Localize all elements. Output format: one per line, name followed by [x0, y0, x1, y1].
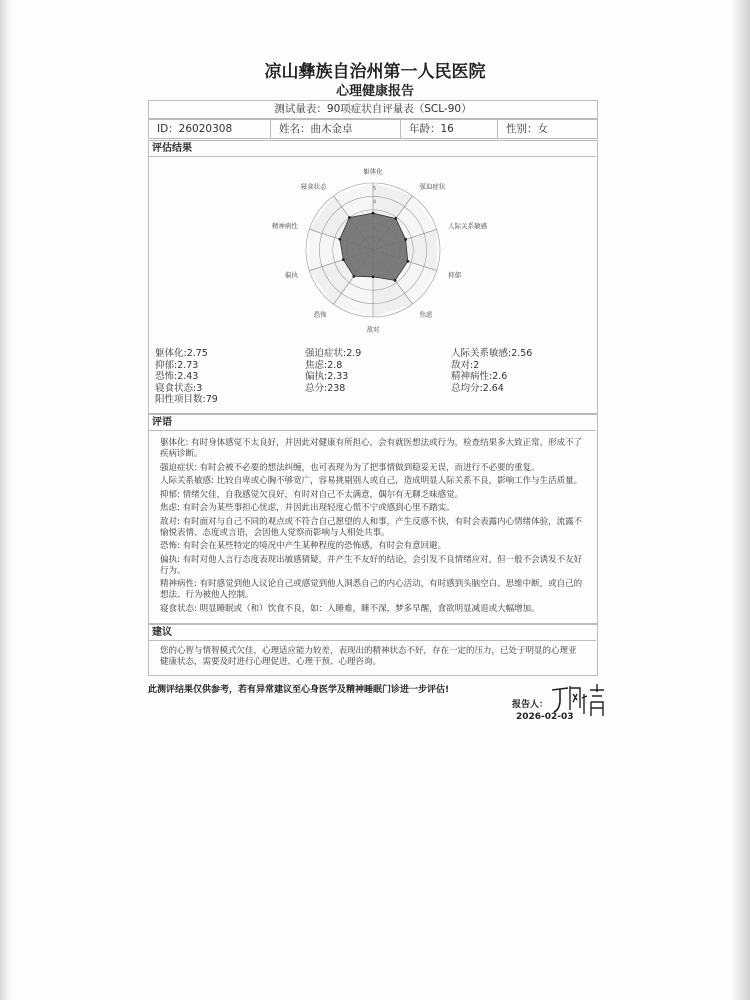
- score-item: 偏执:2.33: [305, 371, 349, 383]
- patient-name: 姓名：曲木金卓: [271, 120, 401, 138]
- radar-point: [352, 275, 355, 278]
- radar-axis-label: 强迫症状: [419, 182, 446, 191]
- assessment-heading: 评估结果: [148, 142, 596, 157]
- radar-axis-label: 恐怖: [313, 310, 327, 319]
- radar-point: [406, 260, 409, 263]
- radar-point: [404, 238, 407, 241]
- score-item: 抑郁:2.73: [155, 359, 199, 371]
- scores-row: [155, 394, 595, 406]
- comment-item: 敌对: 有时面对与自己不同的观点或不符合自己愿望的人和事，产生反感不快，有时会表露内心情绪体验，流露不愉悦表情、态度或言语，会因他人觉察而影响与人相处共事。: [160, 516, 583, 538]
- score-item: 敌对:2: [451, 359, 480, 371]
- score-item: 精神病性:2.6: [451, 371, 508, 383]
- scale-line: 测试量表：90项症状自评量表（SCL-90）: [148, 100, 598, 119]
- score-item: 强迫症状:2.9: [305, 348, 362, 359]
- radar-axis-label: 躯体化: [363, 167, 383, 176]
- scores-row: [155, 383, 595, 395]
- radar-chart: [158, 158, 588, 348]
- scores-row: [155, 371, 595, 383]
- comment-item: 寝食状态: 明显睡眠或（和）饮食不良，如：入睡难，睡不深，梦多早醒，食欲明显减退或大幅增加。: [160, 603, 540, 614]
- scores-row: [155, 360, 595, 372]
- comment-item: 躯体化: 有时身体感觉不太良好，并因此对健康有所担心，会有就医想法或行为，检查结果多大致正常，形成不了疾病诊断。: [160, 438, 583, 459]
- radar-point: [348, 216, 351, 219]
- advice-heading: 建议: [148, 626, 596, 641]
- advice-text: 您的心智与情智模式欠佳，心理适应能力较差，表现出的精神状态不好，存在一定的压力，已处于明显的心理亚健康状态，需要及时进行心理促进、心理干预、心理咨询。: [160, 646, 577, 667]
- comment-item: 人际关系敏感: 比较自卑或心胸不够宽广，容易挑剔别人或自己，造成明显人际关系不良，影响工作与生活质量。: [160, 476, 583, 486]
- radar-axis-label: 偏执: [284, 270, 298, 279]
- radar-ring-label: 4: [372, 199, 377, 206]
- score-item: 人际关系敏感:2.56: [451, 348, 533, 359]
- score-item: 躯体化:2.75: [155, 348, 208, 359]
- hospital-name: 凉山彝族自治州第一人民医院: [264, 62, 486, 82]
- score-item: 恐怖:2.43: [155, 371, 199, 383]
- radar-data-area: [340, 213, 408, 280]
- scores-row: [155, 348, 595, 360]
- comment-item: 抑郁: 情绪欠佳，自我感觉欠良好，有时对自己不太满意，偶尔有无聊乏味感觉。: [160, 489, 464, 500]
- scan-edge-right: [730, 0, 750, 1000]
- radar-point: [372, 212, 375, 215]
- radar-axis-label: 敌对: [366, 325, 380, 334]
- radar-point: [342, 258, 345, 261]
- comments-list: [160, 438, 584, 617]
- radar-point: [338, 238, 341, 241]
- comment-item: 恐怖: 有时会在某些特定的境况中产生某种程度的恐怖感，有时会有意回避。: [160, 541, 447, 551]
- reporter-label: 报告人：: [512, 700, 549, 710]
- disclaimer: 此测评结果仅供参考，若有异常建议至心身医学及精神睡眠门诊进一步评估!: [148, 685, 450, 695]
- scores-table: [155, 348, 595, 406]
- comments-heading: 评语: [148, 416, 596, 431]
- handwritten-signature: [548, 680, 610, 720]
- radar-axis-label: 焦虑: [419, 310, 433, 319]
- comment-item: 焦虑: 有时会为某些事担心忧虑，并因此出现轻度心慌不宁或感到心里不踏实。: [160, 503, 455, 513]
- radar-axis-label: 抑郁: [448, 270, 462, 279]
- patient-info-row: [148, 119, 598, 139]
- score-item: 焦虑:2.8: [305, 359, 343, 371]
- radar-point: [372, 275, 375, 278]
- radar-axis-label: 人际关系敏感: [448, 222, 488, 231]
- score-item: 总均分:2.64: [451, 382, 504, 394]
- report-date: 2026-02-03: [516, 712, 574, 722]
- radar-point: [394, 279, 397, 282]
- patient-sex: 性别：女: [506, 123, 548, 135]
- comment-item: 精神病性: 有时感觉到他人议论自己或感觉到他人洞悉自己的内心活动，有时感到头脑空白、思维中断，或自己的想法、行为被他人控制。: [160, 579, 583, 600]
- report-title: 心理健康报告: [335, 84, 414, 99]
- scan-edge-left: [0, 0, 14, 1000]
- radar-ring-label: 5: [372, 186, 377, 192]
- score-item: 阳性项目数:79: [155, 394, 218, 406]
- comment-item: 偏执: 有时对他人言行态度表现出敏感猜疑，并产生不友好的结论，会引发不良情绪应对，但一般不会诱发不友好行为。: [160, 554, 583, 576]
- patient-id: ID：26020308: [149, 120, 271, 138]
- score-item: 寝食状态:3: [155, 382, 203, 394]
- radar-axis-label: 寝食状态: [300, 182, 327, 191]
- patient-age: 年龄：16: [401, 120, 498, 138]
- comment-item: 强迫症状: 有时会被不必要的想法纠缠，也可表现为为了把事情做到稳妥无误，而进行不必要的重复。: [160, 462, 540, 473]
- radar-point: [394, 217, 397, 220]
- score-item: 总分:238: [305, 382, 346, 394]
- radar-axis-label: 精神病性: [271, 222, 298, 231]
